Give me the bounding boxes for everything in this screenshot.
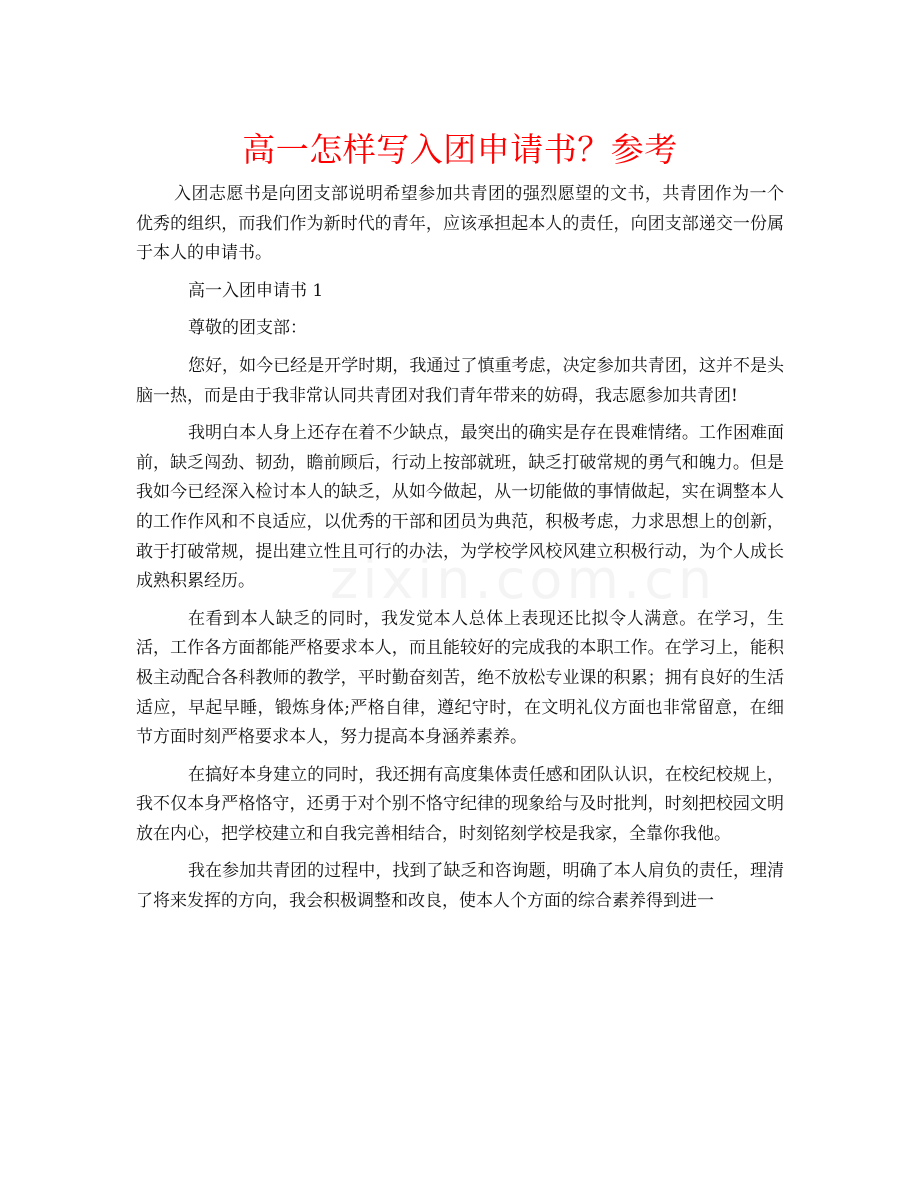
paragraph: 在看到本人缺乏的同时，我发觉本人总体上表现还比拟令人满意。在学习，生活，工作各方面都能严格要求本人，而且能较好的完成我的本职工作。在学习上，能积极主动配合各科教师的教学，平时勤奋刻苦，绝不放松专业课的积累；拥有良好的生活适应，早起早睡，锻炼身体;严格自律，遵纪守时，在文明礼仪方面也非常留意，在细节方面时刻严格要求本人，努力提高本身涵养素养。 — [136, 608, 784, 748]
document-title: 高一怎样写入团申请书？参考 — [242, 130, 678, 169]
paragraph: 我明白本人身上还存在着不少缺点，最突出的确实是存在畏难情绪。工作困难面前，缺乏闯劲、韧劲，瞻前顾后，行动上按部就班，缺乏打破常规的勇气和魄力。但是我如今已经深入检讨本人的缺乏，从如今做起，从一切能做的事情做起，实在调整本人的工作作风和不良适应，以优秀的干部和团员为典范，积极考虑，力求思想上的创新，敢于打破常规，提出建立性且可行的办法，为学校学风校风建立积极行动，为个人成长成熟积累经历。 — [136, 423, 784, 592]
paragraph: 您好，如今已经是开学时期，我通过了慎重考虑，决定参加共青团，这并不是头脑一热，而是由于我非常认同共青团对我们青年带来的妨碍，我志愿参加共青团! — [136, 355, 784, 406]
paragraph-salutation: 尊敬的团支部： — [188, 318, 307, 339]
paragraph-heading: 高一入团申请书 1 — [188, 280, 324, 301]
document-body — [136, 180, 784, 925]
paragraph: 我在参加共青团的过程中，找到了缺乏和咨询题，明确了本人肩负的责任，理清了将来发挥的方向，我会积极调整和改良，使本人个方面的综合素养得到进一 — [136, 861, 784, 912]
paragraph: 在搞好本身建立的同时，我还拥有高度集体责任感和团队认识，在校纪校规上，我不仅本身严格恪守，还勇于对个别不恪守纪律的现象给与及时批判，时刻把校园文明放在内心，把学校建立和自我完善相结合，时刻铭刻学校是我家，全靠你我他。 — [136, 764, 784, 844]
paragraph-intro: 入团志愿书是向团支部说明希望参加共青团的强烈愿望的文书，共青团作为一个优秀的组织，而我们作为新时代的青年，应该承担起本人的责任，向团支部递交一份属于本人的申请书。 — [136, 184, 784, 264]
